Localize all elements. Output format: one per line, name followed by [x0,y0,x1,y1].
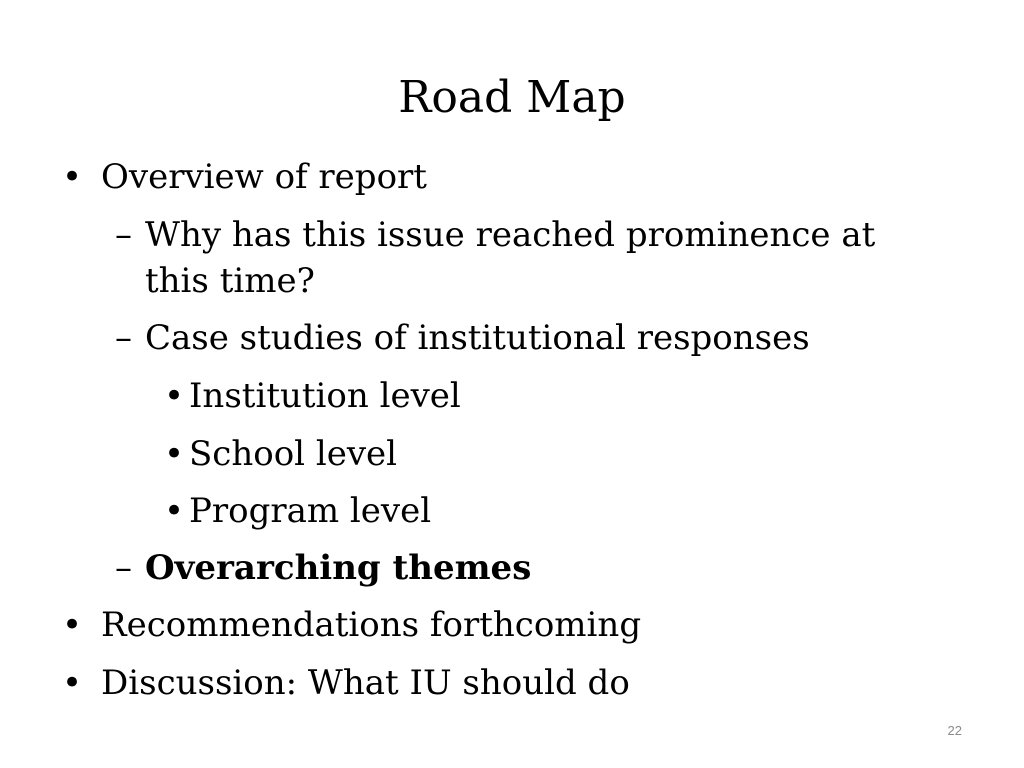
dash-marker: – [115,318,132,358]
bullet-marker: • [62,663,83,703]
slide-title: Road Map [398,72,626,123]
list-item: Program level [189,491,432,531]
bullet-marker: • [62,157,83,197]
bullet-marker: • [164,434,185,474]
list-item-continuation: this time? [145,261,315,301]
dash-marker: – [115,548,132,588]
list-item: Recommendations forthcoming [101,605,642,645]
list-item: Overview of report [101,157,427,197]
list-item: Discussion: What IU should do [101,663,630,703]
list-item-highlighted: Overarching themes [145,548,532,588]
dash-marker: – [115,215,132,255]
list-item: Case studies of institutional responses [145,318,810,358]
list-item: Why has this issue reached prominence at [145,215,876,255]
list-item: School level [189,434,398,474]
bullet-marker: • [164,491,185,531]
bullet-marker: • [164,376,185,416]
slide-number: 22 [947,723,962,738]
list-item: Institution level [189,376,461,416]
bullet-marker: • [62,605,83,645]
